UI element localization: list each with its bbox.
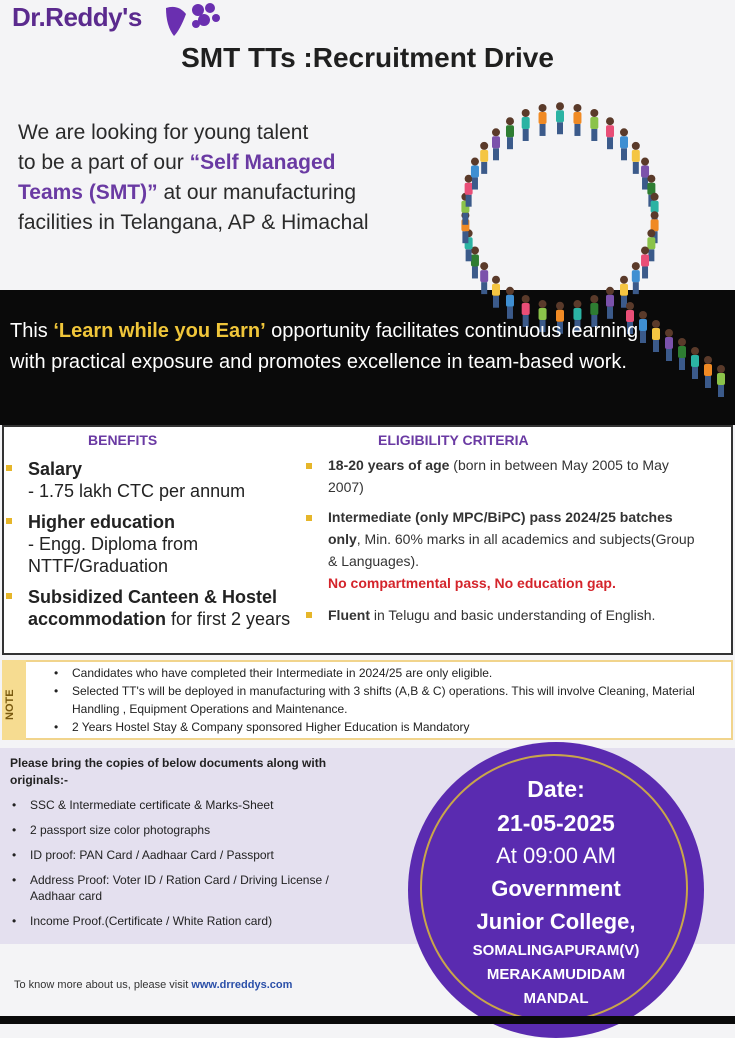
company-logo: Dr.Reddy's [12,2,142,32]
eligibility-intermediate [328,506,698,594]
person-figure [492,276,500,308]
benefit-salary [28,458,288,502]
benefit-detail: - Engg. Diploma from NTTF/Graduation [28,534,199,576]
venue-line-3: SOMALINGAPURAM(V) [472,942,640,959]
documents-title: Please bring the copies of below documents along with originals:- [10,756,327,787]
intro-line-2a: to be a part of our [18,151,190,174]
list-item: • 2 passport size color photographs [10,822,370,838]
benefit-detail: - 1.75 lakh CTC per annum [28,481,246,501]
eligibility-fluent-rest: in Telugu and basic understanding of English. [370,607,656,623]
intro-line-1: We are looking for young talent [18,121,309,144]
intro-highlight-1: “Self Managed [189,151,336,174]
footer-label: To know more about us, please visit [14,979,192,991]
intro-highlight-2: Teams (SMT)” [18,181,158,204]
band-rest: opportunity facilitates continuous learning with practical exposure and promotes excellence in team-based work. [10,320,639,373]
person-figure [632,262,640,294]
person-figure [678,338,686,370]
benefit-title: Subsidized Canteen & Hostel accommodation [28,587,278,629]
benefits-heading: BENEFITS [88,432,158,448]
eligibility-age-rest: (born in between May 2005 to May 2007) [328,457,669,495]
person-figure [471,246,479,278]
bottom-band [0,1016,735,1024]
person-figure [506,287,514,319]
person-figure [465,175,473,207]
person-figure [620,276,628,308]
page-title: SMT TTs :Recruitment Drive [181,42,554,73]
eligibility-warning: No compartmental pass, No education gap. [328,575,616,591]
band-text [10,316,650,378]
note-list [50,664,720,736]
person-figure [620,128,628,160]
list-item: • 2 Years Hostel Stay & Company sponsored Higher Education is Mandatory [50,718,720,736]
list-item: • SSC & Intermediate certificate & Marks-Sheet [10,797,370,813]
bullet-icon [6,465,12,471]
eligibility-inter-bold: Intermediate (only MPC/BiPC) pass 2024/25 batches only [328,509,673,547]
person-figure [539,104,547,136]
person-figure [522,109,530,141]
list-item: • Candidates who have completed their Intermediate in 2024/25 are only eligible. [50,664,720,682]
venue-line-2: Junior College, [476,909,636,934]
person-figure [717,365,725,397]
venue-line-1: Government [491,876,621,901]
person-figure [590,109,598,141]
person-figure [492,128,500,160]
person-figure [606,287,614,319]
bullet-icon [6,593,12,599]
person-figure [606,117,614,149]
date-value: 21-05-2025 [497,810,615,836]
bullet-icon [306,612,312,618]
benefit-canteen [28,586,298,630]
person-figure [704,356,712,388]
venue-line-5: MANDAL [523,990,589,1007]
intro-line-3 [18,178,438,208]
band-highlight: ‘Learn while you Earn’ [53,320,266,342]
eligibility-age [328,454,698,498]
person-figure [691,347,699,379]
intro-line-3b: at our manufacturing [157,181,357,204]
bullet-icon [306,463,312,469]
person-figure [471,158,479,190]
time-value: At 09:00 AM [496,843,616,868]
person-figure [573,104,581,136]
venue-line-4: MERAKAMUDIDAM [486,966,626,983]
eligibility-age-bold: 18-20 years of age [328,457,450,473]
person-figure [556,102,564,134]
person-figure [641,246,649,278]
benefit-title: Salary [28,459,83,479]
eligibility-fluent-bold: Fluent [328,607,370,623]
person-figure [632,142,640,174]
benefit-title: Higher education [28,512,176,532]
note-label: NOTE [4,689,16,720]
website-link[interactable]: www.drreddys.com [191,979,293,991]
eligibility-heading: ELIGIBILITY CRITERIA [378,432,529,448]
person-figure [480,262,488,294]
list-item: • Selected TT's will be deployed in manufacturing with 3 shifts (A,B & C) operations. This will involve Cleaning, Material Handling , Equipment Operations and Maintenance. [50,682,720,718]
documents-list [10,797,370,938]
intro-text [18,118,438,238]
person-figure [506,117,514,149]
benefit-detail: for first 2 years [166,609,291,629]
date-label: Date: [527,776,585,802]
person-figure [665,329,673,361]
logo-grapes-icon [160,0,230,40]
eligibility-fluent [328,604,698,626]
list-item: • Income Proof.(Certificate / White Ration card) [10,913,370,929]
intro-line-4: facilities in Telangana, AP & Himachal [18,211,369,234]
bullet-icon [6,518,12,524]
list-item: • ID proof: PAN Card / Aadhaar Card / Passport [10,847,370,863]
eligibility-inter-rest: , Min. 60% marks in all academics and subjects(Group & Languages). [328,531,695,569]
person-figure [652,320,660,352]
list-item: • Address Proof: Voter ID / Ration Card / Driving License / Aadhaar card [10,872,360,904]
intro-line-2 [18,148,438,178]
footer-text [14,979,292,991]
person-figure [480,142,488,174]
bullet-icon [306,515,312,521]
benefit-education [28,511,268,577]
band-prefix: This [10,320,54,342]
